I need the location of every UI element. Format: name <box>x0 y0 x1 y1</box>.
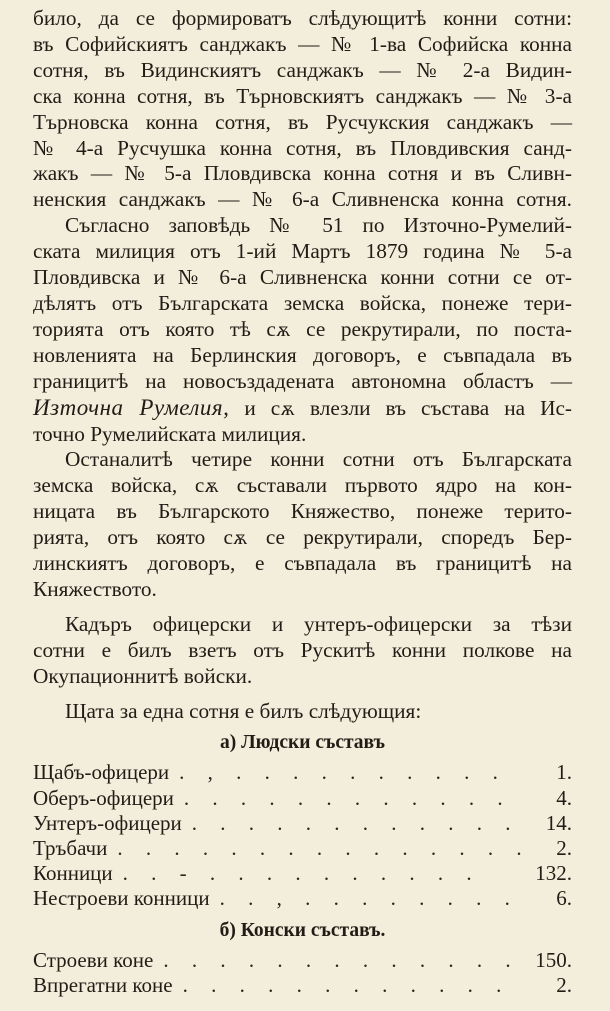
text-line: ска конна сотня, въ Търновскиятъ санджакъ — № 3-а <box>33 83 572 108</box>
leader-dots: . . - . . . . . . . . . . <box>122 861 481 886</box>
paragraph-2 <box>33 213 572 447</box>
text-line: земска войска, сѫ съставали първото ядро на кон- <box>33 473 572 498</box>
text-line: въ Софийскиятъ санджакъ — № 1-ва Софийска конна <box>33 31 572 56</box>
italic-place-name: Източна Румелия, <box>33 394 230 420</box>
paragraph-4 <box>33 612 572 690</box>
section-title-horses: б) Конски съставъ. <box>219 919 386 941</box>
text-line: Търновска конна сотня, въ Русчукския санджакъ — <box>33 109 572 134</box>
table-row <box>33 973 572 998</box>
text-line: ницата въ Българското Княжество, понеже терито- <box>33 499 572 524</box>
table-row <box>33 811 572 836</box>
leader-dots: . . . . . . . . . . . . <box>191 810 520 835</box>
table-row <box>33 786 572 811</box>
paragraph-1 <box>33 6 572 213</box>
table-row <box>33 836 572 861</box>
table-row <box>33 886 572 911</box>
row-value: 2. <box>556 836 572 861</box>
row-value: 14. <box>545 810 572 835</box>
row-label: Оберъ-офицери <box>33 785 174 810</box>
leader-dots: . . . . . . . . . . . . <box>183 785 512 810</box>
text-line: Останалитѣ четире конни сотни отъ Българската <box>65 447 572 472</box>
text-line: Съгласно заповѣдь № 51 по Източно-Румелий- <box>65 213 572 238</box>
text-line: точно Румелийската милиция. <box>33 421 307 446</box>
row-value: 1. <box>556 760 572 785</box>
text-line: новленията на Берлинския договоръ, е съвпадала въ <box>33 342 572 367</box>
leader-dots: . , . . . . . . . . . . <box>179 760 507 785</box>
table-row <box>33 760 572 785</box>
text-line: № 4-а Русчушка конна сотня, въ Пловдивския санд- <box>33 135 572 160</box>
text-line: Княжеството. <box>33 576 157 601</box>
row-label: Конници <box>33 861 113 886</box>
text-span: и сѫ влезли въ състава на Ис- <box>229 395 572 420</box>
text-line: ненския санджакъ — № 6-а Сливненска конна сотня. <box>33 187 572 212</box>
text-line: сотни е билъ взетъ отъ Рускитѣ конни полкове на <box>33 637 572 662</box>
row-label: Нестроеви конници <box>33 886 210 911</box>
row-value: 150. <box>535 947 572 972</box>
text-line-italic <box>33 395 572 422</box>
text-line: жакъ — № 5-а Пловдивска конна сотня и въ Сливн- <box>33 161 572 186</box>
personnel-table <box>33 760 572 911</box>
text-line: било, да се формироватъ слѣдующитѣ конни сотни: <box>33 6 572 30</box>
text-line: Окупационнитѣ войски. <box>33 663 253 688</box>
text-line: рията, отъ която сѫ се рекрутирали, споредъ Бер- <box>33 525 572 550</box>
text-line: Пловдивска и № 6-а Сливненска конни сотни се от- <box>33 265 572 290</box>
leader-dots: . . . . . . . . . . . . . <box>163 947 520 972</box>
row-value: 4. <box>556 785 572 810</box>
leader-dots: . . , . . . . . . . . <box>219 886 519 911</box>
text-line: Щата за една сотня е билъ слѣдующия: <box>65 698 422 723</box>
leader-dots: . . . . . . . . . . . . . . . <box>117 836 531 861</box>
horses-table <box>33 948 572 998</box>
row-label: Тръбачи <box>33 836 108 861</box>
text-line: ската милиция отъ 1-ий Мартъ 1879 година № 5-а <box>33 239 572 264</box>
text-line: Кадъръ офицерски и унтеръ-офицерски за тѣзи <box>65 611 572 636</box>
row-label: Впрегатни коне <box>33 972 173 997</box>
paragraph-5 <box>33 699 572 725</box>
text-line: границитѣ на новосъздадената автономна областъ — <box>33 368 572 393</box>
section-title-personnel: а) Людски съставъ <box>220 732 385 754</box>
text-line: линскиятъ договоръ, е съвпадала въ границитѣ на <box>33 551 572 576</box>
table-row <box>33 861 572 886</box>
table-row <box>33 948 572 973</box>
text-line: сотня, въ Видинскиятъ санджакъ — № 2-а Видин- <box>33 57 572 82</box>
row-value: 2. <box>556 972 572 997</box>
row-value: 6. <box>556 886 572 911</box>
text-line: дѣлятъ отъ Българската земска войска, понеже тери- <box>33 290 572 315</box>
row-label: Строеви коне <box>33 947 154 972</box>
row-label: Щабъ-офицери <box>33 760 170 785</box>
paragraph-3 <box>33 447 572 602</box>
row-label: Унтеръ-офицери <box>33 810 182 835</box>
row-value: 132. <box>535 861 572 886</box>
text-line: торията отъ която тѣ сѫ се рекрутирали, по поста- <box>33 316 572 341</box>
leader-dots: . . . . . . . . . . . . <box>182 972 511 997</box>
